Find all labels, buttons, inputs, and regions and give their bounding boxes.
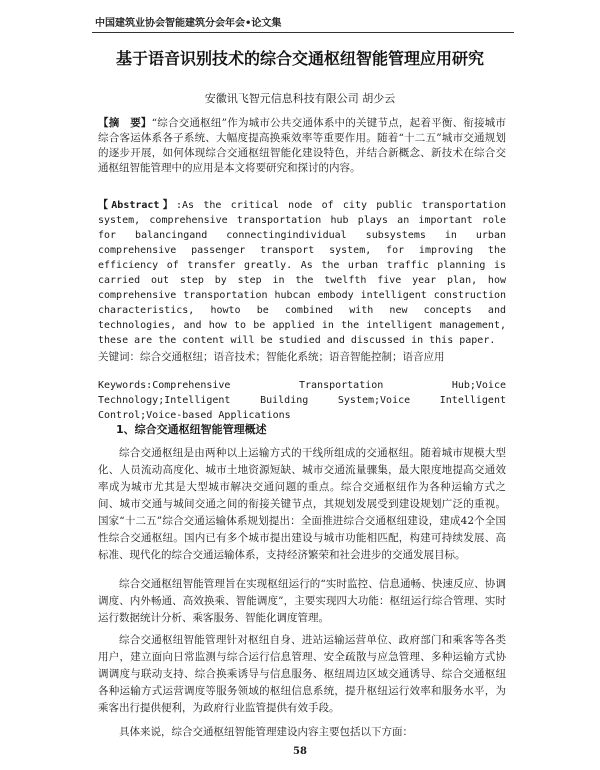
keywords-cn [98,350,506,365]
keywords-cn-text: 综合交通枢纽；语音技术；智能化系统；语音智能控制；语音应用 [140,351,445,363]
abstract-en [98,198,506,348]
keywords-en-text: Comprehensive Transportation Hub;Voice Technology;Intelligent Building System;Voice Intelligent Control;Voice-based Applications [98,380,506,421]
running-header: 中国建筑业协会智能建筑分会年会•论文集 [95,18,282,29]
body-paragraph-2: 综合交通枢纽智能管理旨在实现枢纽运行的“实时监控、信息通畅、快速反应、协调调度、内外畅通、高效换乘、智能调度”，主要实现四大功能：枢纽运行综合管理、实时运行数据统计分析、乘客服务、智能化调度管理。 [98,578,506,624]
paper-title: 基于语音识别技术的综合交通枢纽智能管理应用研究 [115,49,484,68]
page-number: 58 [293,746,307,757]
body-paragraph-1: 综合交通枢纽是由两种以上运输方式的干线所组成的交通枢纽。随着城市规模大型化、人员流动高度化、城市土地资源短缺、城市交通流量骤集，最大限度地提高交通效率成为城市尤其是大型城市解决交通问题的重点。综合交通枢纽作为各种运输方式之间、城市交通与城间交通之间的衔接关键节点，其规划发展受到建设规划广泛的重视。国家“十二五”综合交通运输体系规划提出：全面推进综合交通枢纽建设，建成42个全国性综合交通枢纽。国内已有多个城市提出建设与城市功能相匹配，构建可持续发展、高标准、现代化的综合交通运输体系，支持经济繁荣和社会进步的交通发展目标。 [98,447,506,561]
keywords-en-label: Keywords: [98,380,153,391]
author-byline: 安徽讯飞智元信息科技有限公司 胡少云 [204,92,396,105]
abstract-en-label: 【Abstract】 [98,200,176,211]
header-rule [92,32,514,33]
body-paragraph-4: 具体来说，综合交通枢纽智能管理建设内容主要包括以下方面： [119,726,413,738]
keywords-en [98,378,506,423]
abstract-cn-text: “综合交通枢纽”作为城市公共交通体系中的关键节点，起着平衡、衔接城市综合客运体系各子系统、大幅度提高换乘效率等重要作用。随着“十二五”城市交通规划的逐步开展，如何体现综合交通枢纽智能化建设特色，并结合新概念、新技术在综合交通枢纽智能管理中的应用是本文将要研究和探讨的内容。 [98,117,507,174]
section-heading: 1、综合交通枢纽智能管理概述 [116,423,267,436]
abstract-en-text: :As the critical node of city public transportation system, comprehensive transportation hub plays an important role for balancingand connectingindividual subsystems in urban comprehensive passenger transport system, for improving the efficiency of transfer greatly. As the urban traffic planning is carried out step by step in the twelfth five year plan, how comprehensive transportation hubcan embody intelligent construction characteristics, howto be combined with new concepts and technologies, and how to be applied in the intelligent management, these are the content will be studied and discussed in this paper. [98,200,506,346]
keywords-cn-label: 关键词： [98,351,140,363]
body-paragraph-3: 综合交通枢纽智能管理针对枢纽自身、进站运输运营单位、政府部门和乘客等各类用户，建立面向日常监测与综合运行信息管理、安全疏散与应急管理、多种运输方式协调调度与联动支持、综合换乘诱导与信息服务、枢纽周边区域交通诱导、综合交通枢纽各种运输方式运营调度等服务领域的枢纽信息系统，提升枢纽运行效率和服务水平，为乘客出行提供便利，为政府行业监管提供有效手段。 [98,634,506,714]
abstract-cn-label: 【摘 要】 [98,117,152,129]
abstract-cn [98,116,506,176]
